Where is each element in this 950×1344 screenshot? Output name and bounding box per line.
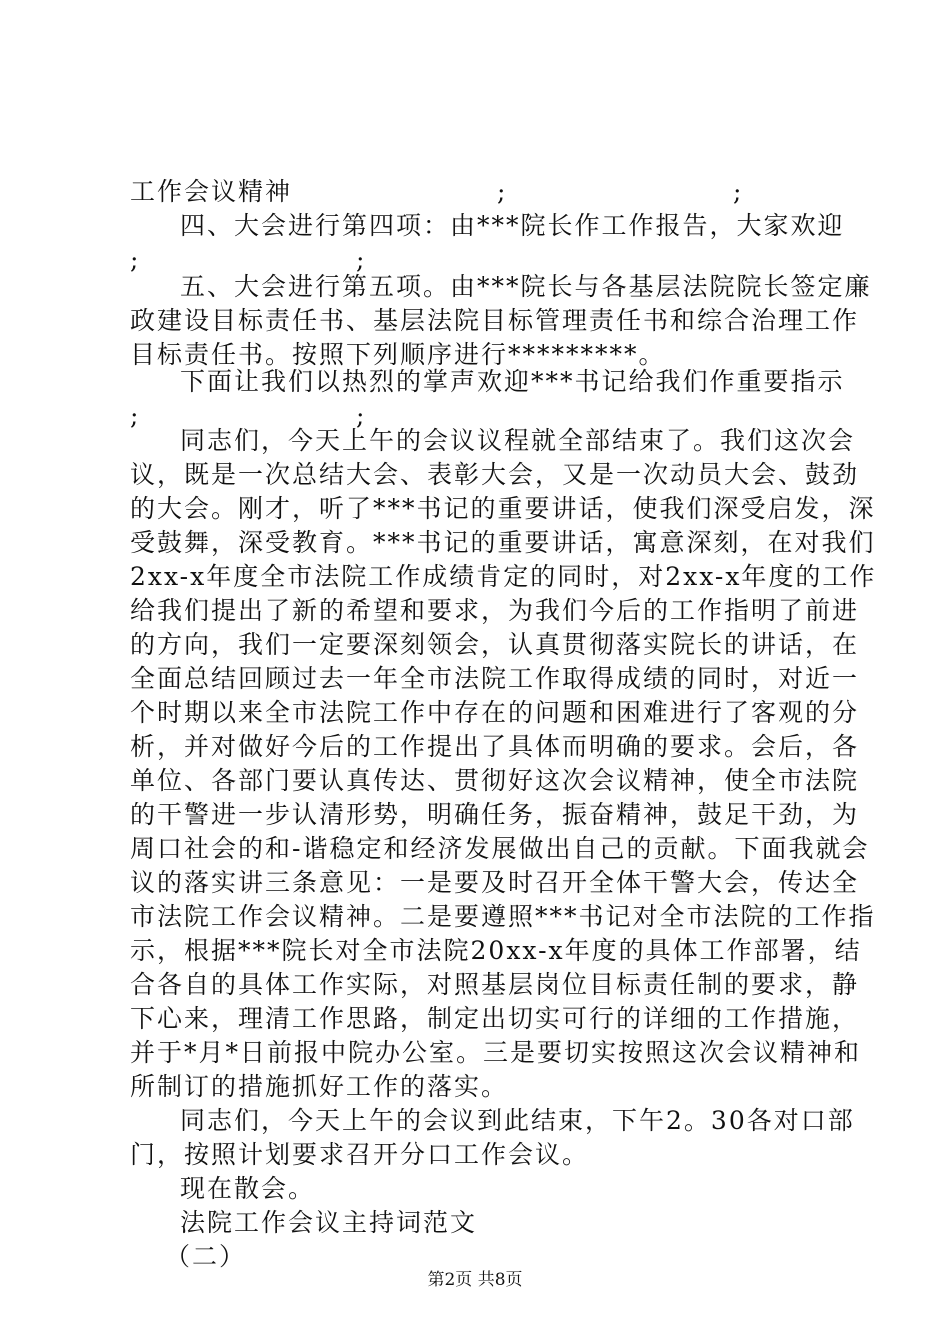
text-line: 所制订的措施抓好工作的落实。	[130, 1072, 509, 1101]
text-line: 受鼓舞，深受教育。***书记的重要讲话，寓意深刻，在对我们	[130, 528, 876, 557]
text-line: 同志们，今天上午的会议议程就全部结束了。我们这次会	[180, 426, 856, 455]
page-number-footer: 第2页 共8页	[427, 1270, 523, 1290]
text-line: 的干警进一步认清形势，明确任务，振奋精神，鼓足干劲，为	[130, 800, 860, 829]
text-line: 个时期以来全市法院工作中存在的问题和困难进行了客观的分	[130, 698, 860, 727]
section-number: （二）	[165, 1242, 247, 1271]
text-line: 市法院工作会议精神。二是要遵照***书记对全市法院的工作指	[130, 902, 876, 931]
text-line: 2xx-x年度全市法院工作成绩肯定的同时，对2xx-x年度的工作	[130, 562, 877, 591]
semicolon-mark: ;	[356, 401, 365, 430]
text-line: 合各自的具体工作实际，对照基层岗位目标责任制的要求，静	[130, 970, 860, 999]
text-line: 议，既是一次总结大会、表彰大会，又是一次动员大会、鼓劲	[130, 460, 860, 489]
text-line: 目标责任书。按照下列顺序进行*********。	[130, 340, 666, 369]
text-line: 门，按照计划要求召开分口工作会议。	[130, 1140, 590, 1169]
text-line: 议的落实讲三条意见：一是要及时召开全体干警大会，传达全	[130, 868, 860, 897]
text-line: 下面让我们以热烈的掌声欢迎***书记给我们作重要指示	[180, 367, 845, 396]
section-title: 法院工作会议主持词范文	[180, 1208, 478, 1237]
text-line: 的方向，我们一定要深刻领会，认真贯彻落实院长的讲话，在	[130, 630, 860, 659]
text-line: 政建设目标责任书、基层法院目标管理责任书和综合治理工作	[130, 306, 860, 335]
semicolon-mark: ;	[356, 245, 365, 274]
text-line: 同志们，今天上午的会议到此结束，下午2。30各对口部	[180, 1106, 855, 1135]
semicolon-mark: ;	[733, 177, 742, 206]
text-line: 周口社会的和-谐稳定和经济发展做出自己的贡献。下面我就会	[130, 834, 870, 863]
text-line: 给我们提出了新的希望和要求，为我们今后的工作指明了前进	[130, 596, 860, 625]
text-line: 现在散会。	[180, 1174, 316, 1203]
text-line: 单位、各部门要认真传达、贯彻好这次会议精神，使全市法院	[130, 766, 860, 795]
text-line: 四、大会进行第四项：由***院长作工作报告，大家欢迎	[180, 211, 845, 240]
text-line: 并于*月*日前报中院办公室。三是要切实按照这次会议精神和	[130, 1038, 862, 1067]
text-line: 析，并对做好今后的工作提出了具体而明确的要求。会后，各	[130, 732, 860, 761]
text-line: 工作会议精神	[130, 177, 293, 206]
semicolon-mark: ;	[130, 401, 139, 430]
semicolon-mark: ;	[130, 245, 139, 274]
text-line: 五、大会进行第五项。由***院长与各基层法院院长签定廉	[180, 272, 872, 301]
text-line: 示，根据***院长对全市法院20xx-x年度的具体工作部署，结	[130, 936, 862, 965]
text-line: 的大会。刚才，听了***书记的重要讲话，使我们深受启发，深	[130, 494, 876, 523]
text-line: 全面总结回顾过去一年全市法院工作取得成绩的同时，对近一	[130, 664, 860, 693]
text-line: 下心来，理清工作思路，制定出切实可行的详细的工作措施，	[130, 1004, 860, 1033]
semicolon-mark: ;	[497, 177, 506, 206]
